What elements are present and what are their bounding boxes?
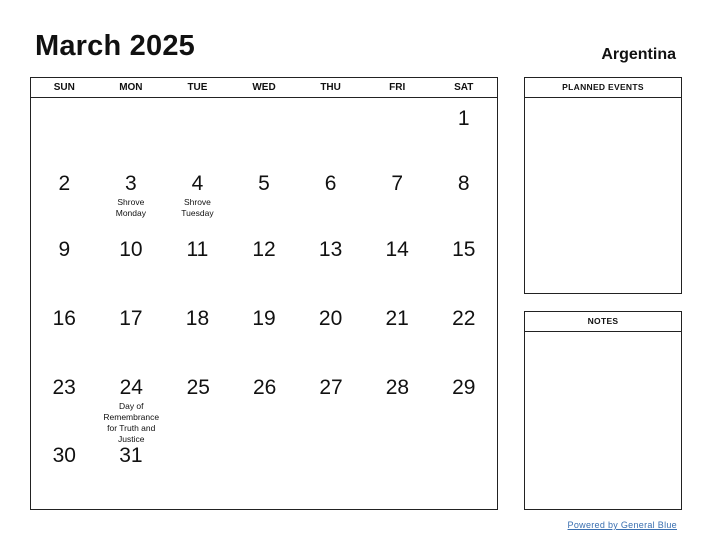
day-cell bbox=[98, 98, 165, 162]
day-cell bbox=[430, 297, 497, 366]
day-cell bbox=[164, 228, 231, 297]
day-cell bbox=[31, 228, 98, 297]
day-cell bbox=[31, 444, 98, 504]
day-number: 8 bbox=[457, 172, 470, 195]
day-number: 5 bbox=[258, 172, 270, 195]
day-cell bbox=[364, 297, 431, 366]
day-number: 18 bbox=[185, 307, 210, 330]
day-number: 31 bbox=[119, 444, 143, 467]
day-number: 6 bbox=[324, 172, 337, 195]
day-cell bbox=[98, 444, 165, 504]
day-number: 24 bbox=[119, 376, 143, 399]
day-number: 11 bbox=[186, 238, 209, 261]
dow-mon: MON bbox=[119, 82, 143, 93]
day-number: 27 bbox=[319, 376, 343, 399]
day-cell bbox=[297, 228, 364, 297]
week-row bbox=[31, 366, 497, 444]
dow-sat: SAT bbox=[454, 82, 474, 93]
day-number: 28 bbox=[385, 376, 410, 399]
holiday-label: Day of Remembrance for Truth and Justice bbox=[103, 401, 160, 444]
day-cell bbox=[31, 366, 97, 444]
week-row bbox=[31, 162, 497, 228]
day-cell bbox=[31, 98, 98, 162]
day-cell bbox=[98, 297, 165, 366]
day-cell bbox=[297, 162, 364, 228]
day-number: 15 bbox=[452, 238, 476, 261]
day-cell bbox=[364, 366, 430, 444]
day-of-week-header bbox=[31, 78, 497, 98]
week-row bbox=[31, 98, 497, 162]
day-cell bbox=[298, 366, 364, 444]
day-cell bbox=[231, 98, 298, 162]
holiday-label: Shrove Monday bbox=[115, 197, 146, 218]
day-number: 9 bbox=[58, 238, 71, 261]
day-number: 4 bbox=[191, 172, 204, 195]
country-label: Argentina bbox=[601, 46, 676, 63]
day-number: 23 bbox=[52, 376, 76, 399]
day-cell bbox=[364, 444, 431, 504]
day-number: 19 bbox=[252, 307, 276, 330]
day-number: 22 bbox=[452, 307, 476, 330]
day-number: 16 bbox=[52, 307, 76, 330]
day-number: 29 bbox=[452, 376, 476, 399]
day-cell bbox=[430, 444, 497, 504]
day-number: 1 bbox=[457, 107, 470, 130]
day-cell bbox=[364, 162, 431, 228]
day-cell bbox=[231, 228, 298, 297]
day-cell bbox=[231, 444, 298, 504]
calendar-weeks bbox=[31, 98, 497, 504]
week-row bbox=[31, 444, 497, 504]
day-cell bbox=[364, 98, 431, 162]
day-cell bbox=[430, 98, 497, 162]
day-number: 20 bbox=[318, 307, 343, 330]
page-title: March 2025 bbox=[35, 30, 195, 62]
day-number: 7 bbox=[391, 172, 404, 195]
day-cell bbox=[430, 228, 497, 297]
planned-events-panel bbox=[524, 77, 682, 294]
week-row bbox=[31, 297, 497, 366]
planned-events-heading: PLANNED EVENTS bbox=[525, 78, 681, 98]
day-cell bbox=[231, 366, 297, 444]
day-cell bbox=[31, 162, 98, 228]
dow-wed: WED bbox=[252, 82, 276, 93]
day-cell bbox=[364, 228, 431, 297]
calendar-grid bbox=[30, 77, 498, 510]
day-cell bbox=[231, 162, 298, 228]
day-cell bbox=[164, 162, 231, 228]
day-number: 2 bbox=[58, 172, 71, 195]
day-cell bbox=[164, 444, 231, 504]
dow-sun: SUN bbox=[53, 82, 75, 93]
day-number: 17 bbox=[119, 307, 143, 330]
dow-fri: FRI bbox=[389, 82, 406, 93]
day-number: 10 bbox=[119, 238, 143, 261]
day-cell bbox=[165, 366, 231, 444]
day-cell bbox=[297, 297, 364, 366]
notes-heading: NOTES bbox=[525, 312, 681, 332]
day-number: 21 bbox=[385, 307, 409, 330]
day-number: 25 bbox=[186, 376, 210, 399]
day-cell bbox=[31, 297, 98, 366]
day-number: 30 bbox=[52, 444, 76, 467]
day-cell bbox=[98, 162, 165, 228]
day-number: 13 bbox=[318, 238, 343, 261]
day-cell bbox=[430, 162, 497, 228]
day-cell bbox=[231, 297, 298, 366]
dow-tue: TUE bbox=[187, 82, 208, 93]
dow-thu: THU bbox=[320, 82, 341, 93]
day-cell bbox=[164, 98, 231, 162]
day-cell bbox=[97, 366, 165, 444]
day-number: 14 bbox=[385, 238, 409, 261]
day-cell bbox=[431, 366, 497, 444]
powered-by-link[interactable]: Powered by General Blue bbox=[567, 520, 677, 530]
day-cell bbox=[297, 98, 364, 162]
day-number: 3 bbox=[125, 172, 137, 195]
week-row bbox=[31, 228, 497, 297]
holiday-label: Shrove Tuesday bbox=[181, 197, 214, 218]
day-number: 26 bbox=[252, 376, 277, 399]
notes-panel bbox=[524, 311, 682, 510]
day-cell bbox=[164, 297, 231, 366]
day-cell bbox=[297, 444, 364, 504]
day-cell bbox=[98, 228, 165, 297]
day-number: 12 bbox=[252, 238, 276, 261]
